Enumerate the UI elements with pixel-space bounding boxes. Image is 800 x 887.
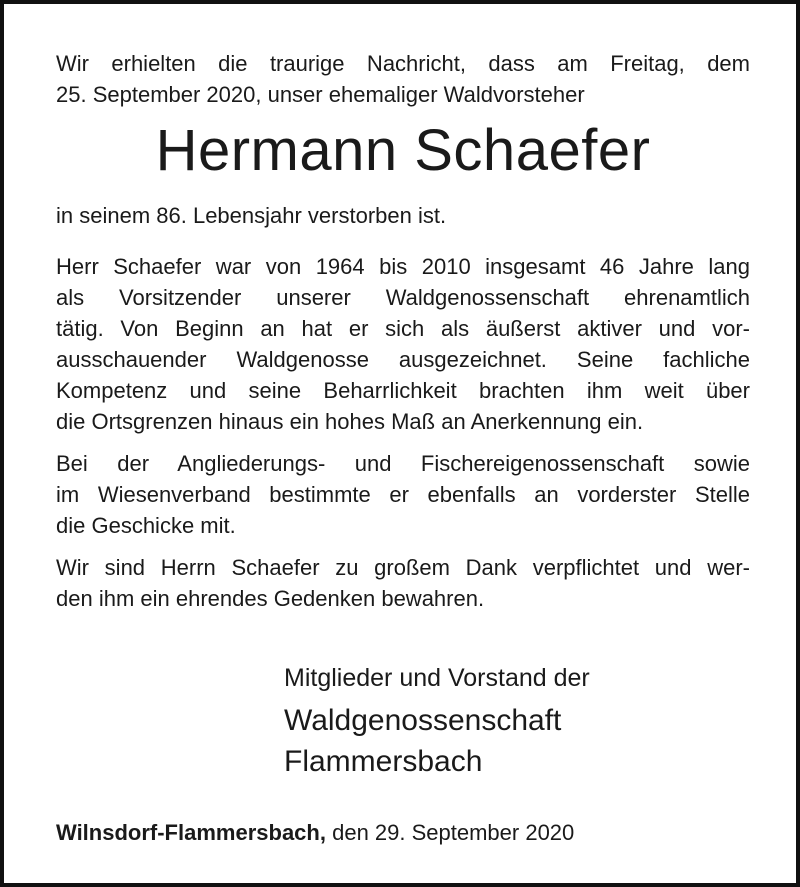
paragraph-thanks [56,552,750,614]
intro-text [56,48,750,110]
paragraph-line: tätig. Von Beginn an hat er sich als äußerst aktiver und vor- [56,316,750,341]
place-and-date [56,818,574,848]
signature-line-2: Waldgenossenschaft [284,704,562,737]
date: den 29. September 2020 [332,820,575,845]
signature-line-1: Mitglieder und Vorstand der [284,664,590,692]
deceased-name: Hermann Schaefer [155,118,651,183]
paragraph-line: im Wiesenverband bestimmte er ebenfalls an vorderster Stelle [56,482,750,507]
after-name-text [56,200,750,231]
paragraph-line: Wir sind Herrn Schaefer zu großem Dank verpflichtet und wer- [56,555,750,580]
paragraph-line: als Vorsitzender unserer Waldgenossenschaft ehrenamtlich [56,285,750,310]
signature-block [284,662,704,782]
paragraph-associations [56,448,750,541]
paragraph-line: Herr Schaefer war von 1964 bis 2010 insgesamt 46 Jahre lang [56,254,750,279]
notice-body [56,48,750,614]
intro-line-2: 25. September 2020, unser ehemaliger Waldvorsteher [56,82,585,107]
intro-line-1: Wir erhielten die traurige Nachricht, dass am Freitag, dem [56,51,750,76]
paragraph-line: die Geschicke mit. [56,513,236,538]
paragraph-line: den ihm ein ehrendes Gedenken bewahren. [56,586,485,611]
place: Wilnsdorf-Flammersbach, [56,820,326,845]
paragraph-line: Bei der Angliederungs- und Fischereigenossenschaft sowie [56,451,750,476]
paragraph-line: Kompetenz und seine Beharrlichkeit brachten ihm weit über [56,378,750,403]
paragraph-line: ausschauender Waldgenosse ausgezeichnet. Seine fachliche [56,347,750,372]
signature-line-3: Flammersbach [284,745,483,778]
after-name-line: in seinem 86. Lebensjahr verstorben ist. [56,203,447,228]
paragraph-career [56,251,750,437]
paragraph-line: die Ortsgrenzen hinaus ein hohes Maß an Anerkennung ein. [56,409,644,434]
